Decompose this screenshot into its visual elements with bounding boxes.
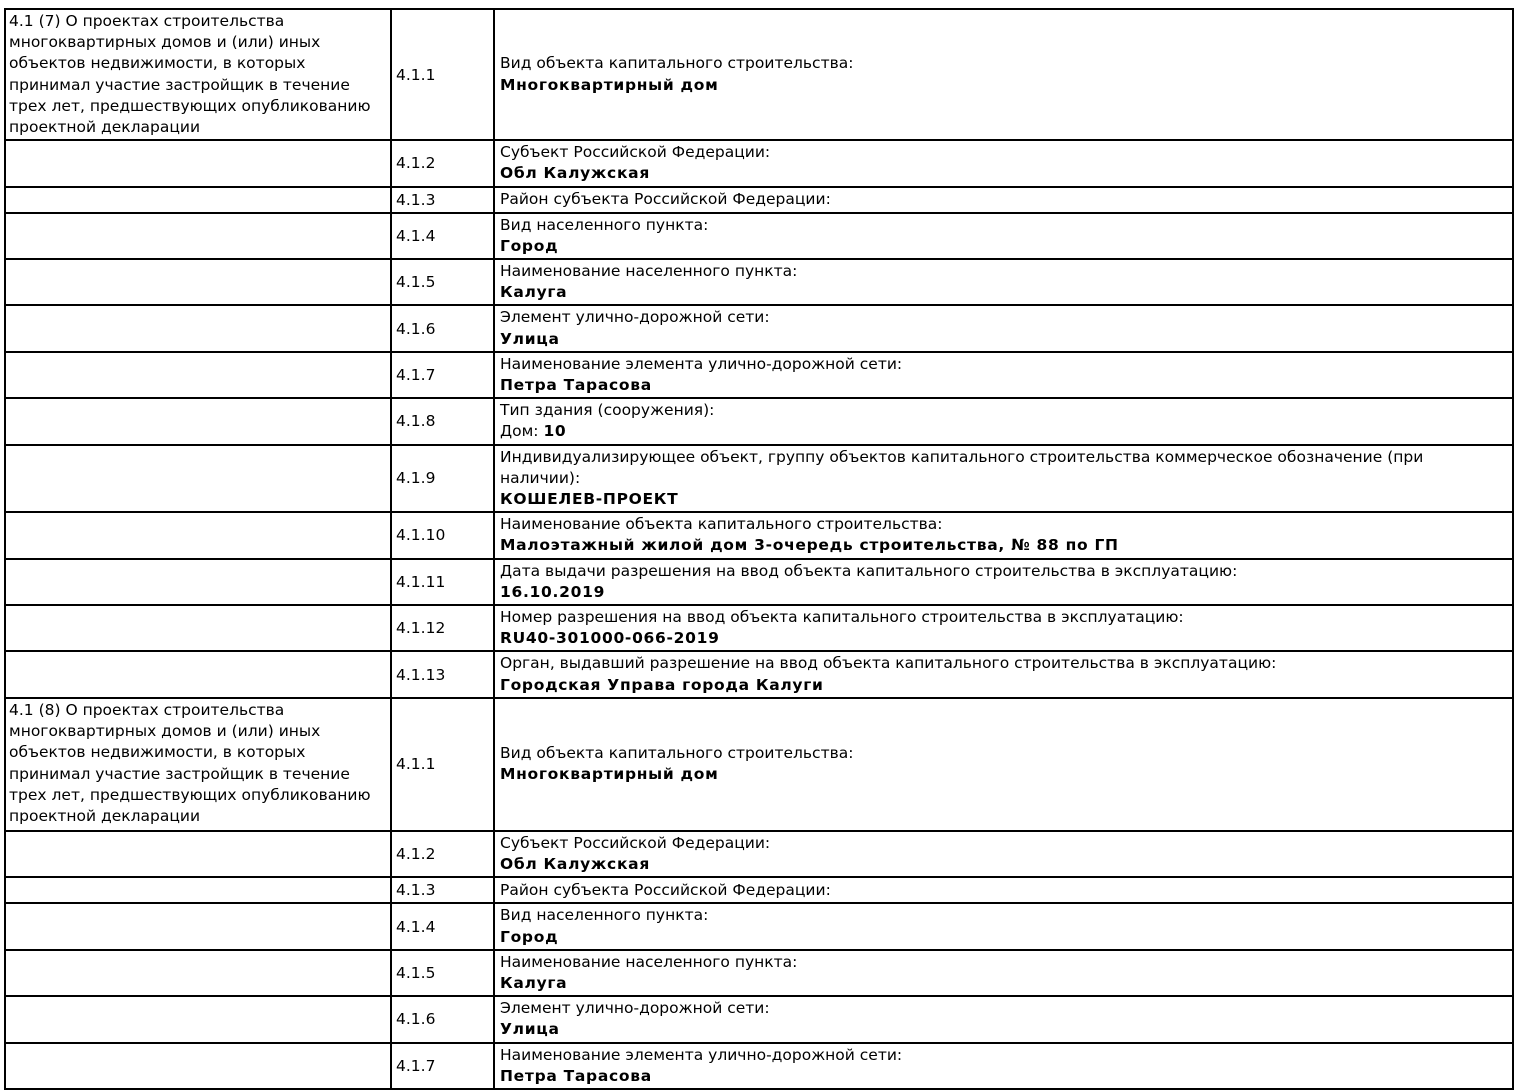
field-value: Петра Тарасова [500, 376, 652, 395]
row-number: 4.1.2 [391, 140, 494, 186]
row-content [494, 903, 1513, 949]
table-row [5, 903, 1513, 949]
row-content [494, 187, 1513, 213]
field-label: Наименование населенного пункта: [500, 952, 798, 971]
field-label: Орган, выдавший разрешение на ввод объекта капитального строительства в эксплуатацию: [500, 654, 1277, 673]
field-value: Калуга [500, 283, 568, 302]
row-number: 4.1.9 [391, 445, 494, 513]
field-value: 16.10.2019 [500, 582, 606, 601]
row-number: 4.1.4 [391, 903, 494, 949]
table-row [5, 605, 1513, 651]
row-content [494, 651, 1513, 697]
empty-cell [5, 651, 391, 697]
table-row [5, 651, 1513, 697]
field-label: Индивидуализирующее объект, группу объектов капитального строительства коммерческое обозначение (при наличии): [500, 447, 1424, 487]
row-number: 4.1.1 [391, 698, 494, 831]
field-value: Город [500, 236, 559, 255]
empty-cell [5, 559, 391, 605]
table-row [5, 559, 1513, 605]
row-content [494, 831, 1513, 877]
row-content [494, 9, 1513, 140]
table-row [5, 445, 1513, 513]
field-value: RU40-301000-066-2019 [500, 629, 720, 648]
row-content [494, 877, 1513, 903]
empty-cell [5, 187, 391, 213]
field-label: Наименование объекта капитального строительства: [500, 515, 943, 534]
row-content [494, 950, 1513, 996]
row-content [494, 398, 1513, 444]
table-row [5, 950, 1513, 996]
field-value: Дом: 10 [500, 422, 567, 441]
field-label: Субъект Российской Федерации: [500, 833, 771, 852]
field-label: Вид населенного пункта: [500, 906, 709, 925]
field-label: Район субъекта Российской Федерации: [500, 880, 831, 899]
field-value: Многоквартирный дом [500, 75, 719, 94]
table-row [5, 512, 1513, 558]
table-row [5, 9, 1513, 140]
row-content [494, 698, 1513, 831]
field-label: Номер разрешения на ввод объекта капитального строительства в эксплуатацию: [500, 608, 1184, 627]
field-value: Обл Калужская [500, 855, 650, 874]
row-number: 4.1.4 [391, 213, 494, 259]
field-value: КОШЕЛЕВ-ПРОЕКТ [500, 490, 679, 509]
field-value: Обл Калужская [500, 164, 650, 183]
row-number: 4.1.10 [391, 512, 494, 558]
table-row [5, 352, 1513, 398]
declaration-table [4, 8, 1514, 1090]
empty-cell [5, 213, 391, 259]
section-4-1-8 [5, 698, 1513, 1089]
table-row [5, 213, 1513, 259]
row-number: 4.1.5 [391, 259, 494, 305]
table-row [5, 877, 1513, 903]
row-number: 4.1.13 [391, 651, 494, 697]
field-value: Город [500, 927, 559, 946]
row-content [494, 512, 1513, 558]
field-label: Район субъекта Российской Федерации: [500, 190, 831, 209]
field-label: Элемент улично-дорожной сети: [500, 308, 770, 327]
row-number: 4.1.2 [391, 831, 494, 877]
field-label: Элемент улично-дорожной сети: [500, 999, 770, 1018]
field-value: Калуга [500, 973, 568, 992]
table-row [5, 259, 1513, 305]
field-value: Многоквартирный дом [500, 765, 719, 784]
row-content [494, 140, 1513, 186]
table-row [5, 398, 1513, 444]
field-label: Тип здания (сооружения): [500, 401, 715, 420]
field-value: Улица [500, 1020, 560, 1039]
row-number: 4.1.1 [391, 9, 494, 140]
field-label: Наименование населенного пункта: [500, 262, 798, 281]
field-label: Вид населенного пункта: [500, 215, 709, 234]
row-content [494, 352, 1513, 398]
empty-cell [5, 877, 391, 903]
field-value: Малоэтажный жилой дом 3-очередь строительства, № 88 по ГП [500, 536, 1119, 555]
empty-cell [5, 352, 391, 398]
empty-cell [5, 445, 391, 513]
table-row [5, 140, 1513, 186]
field-label: Дата выдачи разрешения на ввод объекта капитального строительства в эксплуатацию: [500, 561, 1238, 580]
row-content [494, 996, 1513, 1042]
field-label: Наименование элемента улично-дорожной сети: [500, 354, 903, 373]
table-row [5, 698, 1513, 831]
table-row [5, 305, 1513, 351]
row-number: 4.1.7 [391, 1043, 494, 1089]
empty-cell [5, 1043, 391, 1089]
table-row [5, 187, 1513, 213]
field-label: Вид объекта капитального строительства: [500, 54, 854, 73]
row-content [494, 213, 1513, 259]
table-row [5, 1043, 1513, 1089]
empty-cell [5, 950, 391, 996]
row-content [494, 605, 1513, 651]
empty-cell [5, 903, 391, 949]
field-value: Петра Тарасова [500, 1066, 652, 1085]
field-label: Субъект Российской Федерации: [500, 143, 771, 162]
table-row [5, 831, 1513, 877]
field-value: Улица [500, 329, 560, 348]
empty-cell [5, 996, 391, 1042]
section-description: 4.1 (8) О проектах строительства многоквартирных домов и (или) иных объектов недвижимости, в которых принимал участие застройщик в течение трех лет, предшествующих опубликованию проектной декларации [5, 698, 391, 831]
row-number: 4.1.11 [391, 559, 494, 605]
section-description: 4.1 (7) О проектах строительства многоквартирных домов и (или) иных объектов недвижимости, в которых принимал участие застройщик в течение трех лет, предшествующих опубликованию проектной декларации [5, 9, 391, 140]
empty-cell [5, 398, 391, 444]
field-label: Наименование элемента улично-дорожной сети: [500, 1045, 903, 1064]
empty-cell [5, 140, 391, 186]
empty-cell [5, 831, 391, 877]
empty-cell [5, 605, 391, 651]
section-4-1-7 [5, 9, 1513, 698]
empty-cell [5, 305, 391, 351]
row-number: 4.1.6 [391, 305, 494, 351]
row-number: 4.1.12 [391, 605, 494, 651]
table-row [5, 996, 1513, 1042]
empty-cell [5, 259, 391, 305]
row-number: 4.1.3 [391, 187, 494, 213]
field-value: Городская Управа города Калуги [500, 675, 824, 694]
row-content [494, 305, 1513, 351]
row-content [494, 559, 1513, 605]
field-label: Вид объекта капитального строительства: [500, 744, 854, 763]
row-number: 4.1.8 [391, 398, 494, 444]
row-content [494, 1043, 1513, 1089]
row-number: 4.1.6 [391, 996, 494, 1042]
row-number: 4.1.3 [391, 877, 494, 903]
row-content [494, 259, 1513, 305]
row-content [494, 445, 1513, 513]
row-number: 4.1.7 [391, 352, 494, 398]
empty-cell [5, 512, 391, 558]
row-number: 4.1.5 [391, 950, 494, 996]
